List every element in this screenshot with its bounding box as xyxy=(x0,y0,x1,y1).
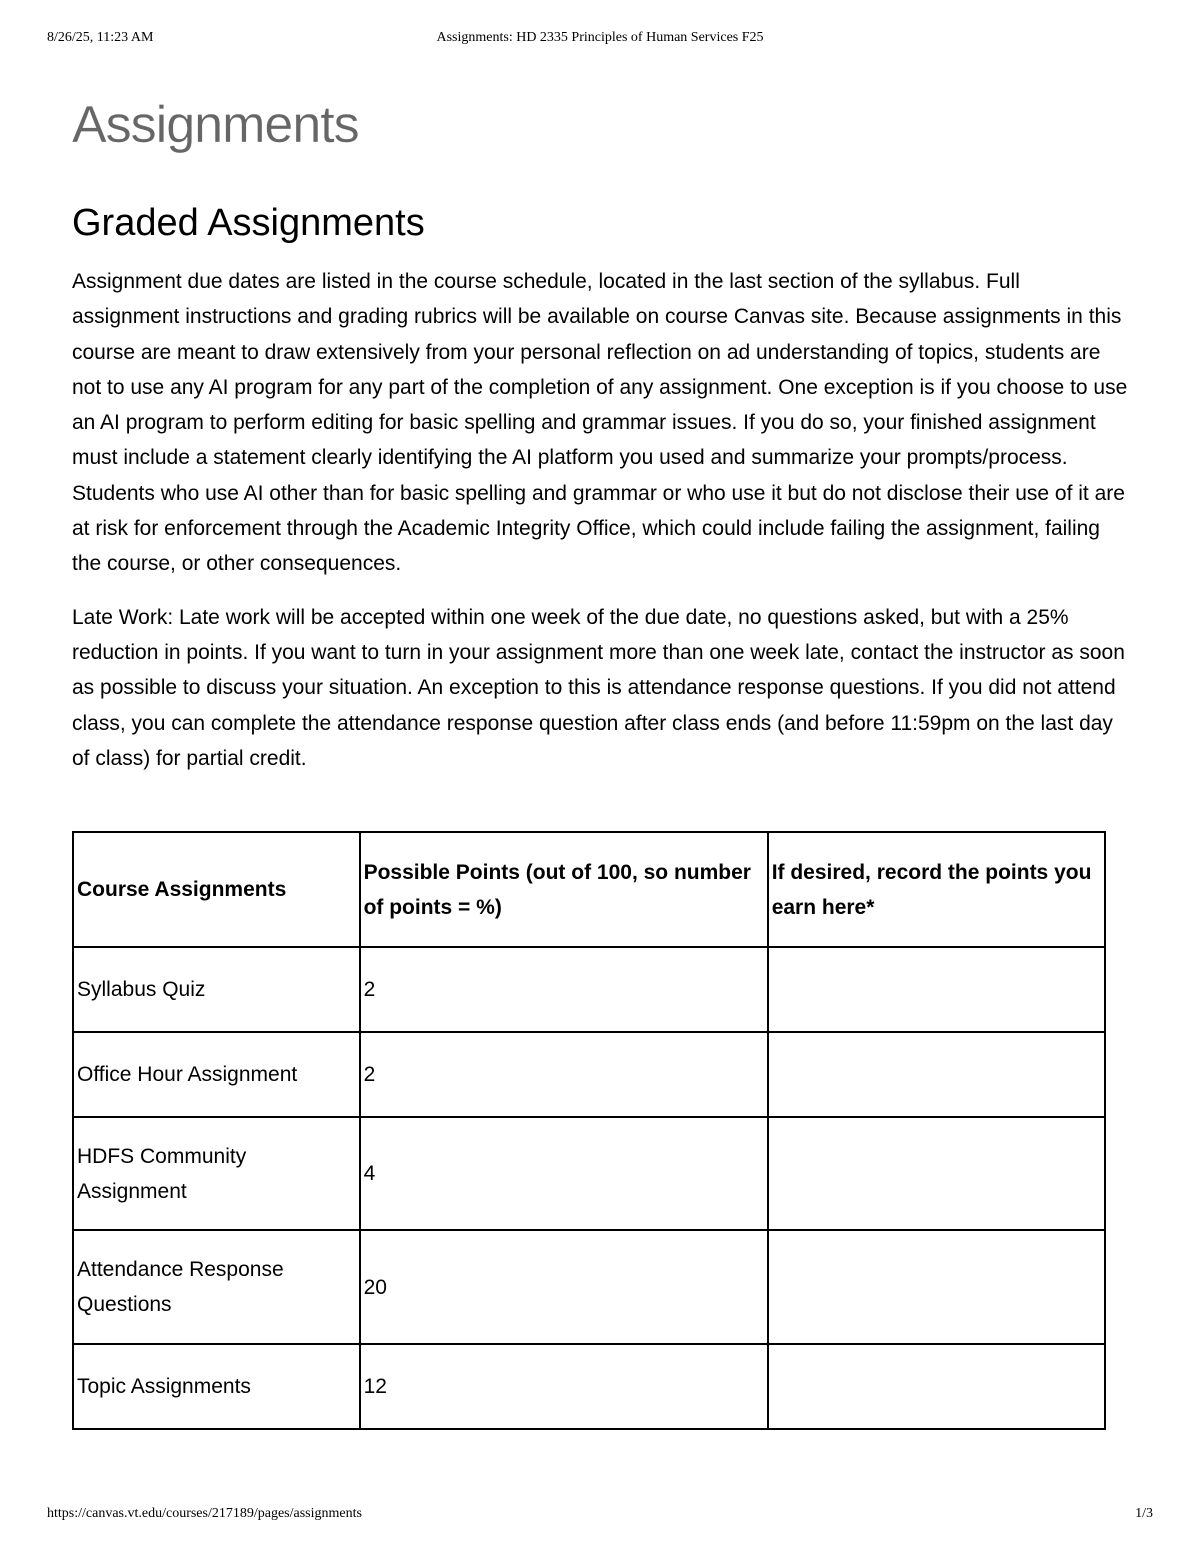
possible-points: 2 xyxy=(360,1032,768,1117)
possible-points: 20 xyxy=(360,1230,768,1344)
print-header xyxy=(0,30,1200,50)
possible-points: 12 xyxy=(360,1344,768,1429)
assignments-table xyxy=(72,831,1106,1430)
print-timestamp: 8/26/25, 11:23 AM xyxy=(47,30,154,45)
late-work-paragraph: Late Work: Late work will be accepted within one week of the due date, no questions asked, but with a 25% reduction in points. If you want to turn in your assignment more than one week late, contact the instructor as soon as possible to discuss your situation. An exception to this is attendance response questions. If you did not attend class, you can complete the attendance response question after class ends (and before 11:59pm on the last day of class) for partial credit. xyxy=(72,605,1125,770)
page-number: 1/3 xyxy=(1135,1506,1153,1521)
table-row xyxy=(73,1032,1105,1117)
earned-points xyxy=(768,1230,1105,1344)
possible-points: 2 xyxy=(360,947,768,1032)
earned-points xyxy=(768,1032,1105,1117)
page-title: Assignments xyxy=(72,96,359,154)
earned-points xyxy=(768,947,1105,1032)
earned-points xyxy=(768,1117,1105,1230)
table-row xyxy=(73,1117,1105,1230)
print-page-title: Assignments: HD 2335 Principles of Human Services F25 xyxy=(436,30,764,45)
header-earned-points: If desired, record the points you earn here* xyxy=(768,832,1105,947)
table-header-row xyxy=(73,832,1105,947)
assignment-name: Office Hour Assignment xyxy=(73,1032,360,1117)
assignment-name: Attendance Response Questions xyxy=(73,1230,360,1344)
print-footer xyxy=(0,1506,1200,1526)
assignment-name: Topic Assignments xyxy=(73,1344,360,1429)
assignment-name: HDFS Community Assignment xyxy=(73,1117,360,1230)
table-row xyxy=(73,947,1105,1032)
ai-policy-paragraph: Assignment due dates are listed in the course schedule, located in the last section of the syllabus. Full assignment instructions and grading rubrics will be available on course Canvas site. Because assignments in this course are meant to draw extensively from your personal reflection on ad understanding of topics, students are not to use any AI program for any part of the completion of any assignment. One exception is if you choose to use an AI program to perform editing for basic spelling and grammar issues. If you do so, your finished assignment must include a statement clearly identifying the AI platform you used and summarize your prompts/process. Students who use AI other than for basic spelling and grammar or who use it but do not disclose their use of it are at risk for enforcement through the Academic Integrity Office, which could include failing the assignment, failing the course, or other consequences. xyxy=(72,270,1128,576)
assignment-name: Syllabus Quiz xyxy=(73,947,360,1032)
section-title: Graded Assignments xyxy=(72,202,425,244)
possible-points: 4 xyxy=(360,1117,768,1230)
header-course-assignments: Course Assignments xyxy=(73,832,360,947)
earned-points xyxy=(768,1344,1105,1429)
table-row xyxy=(73,1344,1105,1429)
page-content xyxy=(72,90,1132,776)
table-row xyxy=(73,1230,1105,1344)
header-possible-points: Possible Points (out of 100, so number of points = %) xyxy=(360,832,768,947)
page-url: https://canvas.vt.edu/courses/217189/pages/assignments xyxy=(47,1506,362,1521)
